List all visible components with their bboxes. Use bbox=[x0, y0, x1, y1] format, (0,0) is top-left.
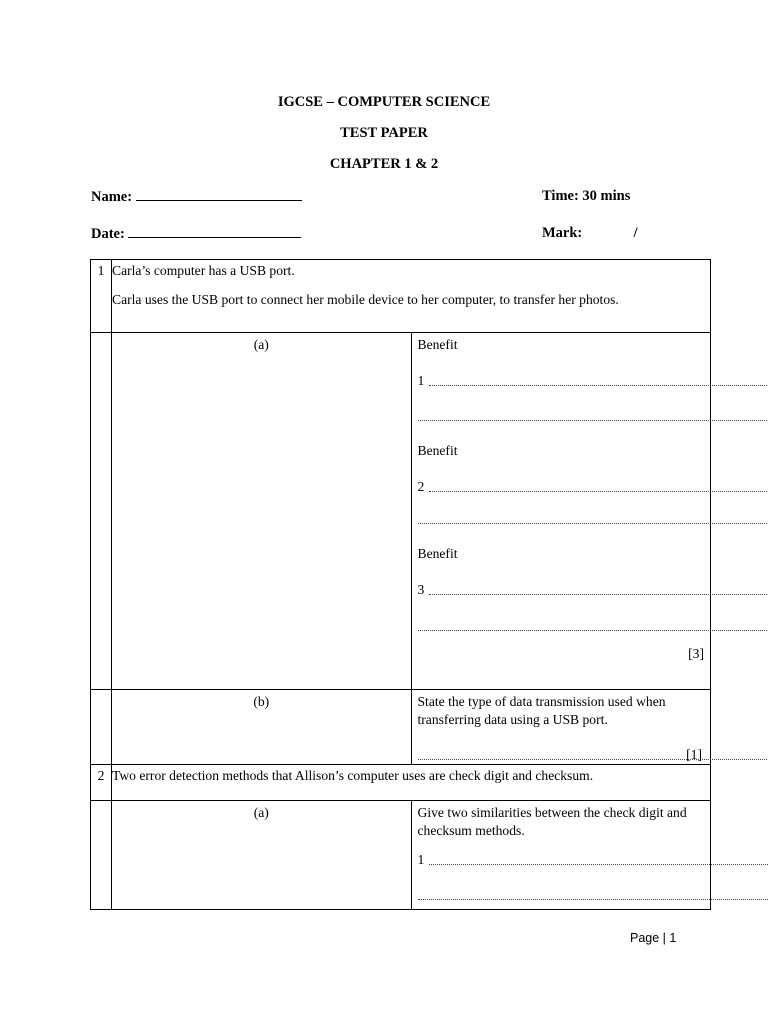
q1-line1: Carla’s computer has a USB port. bbox=[112, 263, 295, 278]
page-number: Page | 1 bbox=[630, 931, 677, 945]
benefit2-label: Benefit bbox=[417, 443, 458, 458]
time-label: Time: 30 mins bbox=[542, 188, 631, 204]
date-label: Date: bbox=[91, 226, 125, 242]
mark-field bbox=[542, 224, 638, 242]
benefit1-line1[interactable] bbox=[418, 372, 705, 390]
benefit1-number: 1 bbox=[417, 373, 425, 388]
benefit1-label: Benefit bbox=[417, 337, 458, 352]
q1b-answer-line[interactable] bbox=[418, 746, 705, 764]
benefit3-line1[interactable] bbox=[418, 581, 705, 599]
benefit3-label: Benefit bbox=[417, 546, 458, 561]
q1a-label: (a) bbox=[112, 333, 412, 690]
benefit3-line2[interactable] bbox=[418, 617, 705, 635]
q2a-number: 1 bbox=[417, 852, 425, 867]
q1b-row bbox=[91, 690, 711, 765]
q2-line1: Two error detection methods that Allison’s computer uses are check digit and checksum. bbox=[112, 765, 711, 801]
question-table bbox=[90, 259, 711, 910]
benefit2-number: 2 bbox=[417, 479, 425, 494]
q1-stem bbox=[112, 260, 711, 333]
benefit2-line1[interactable] bbox=[418, 478, 705, 496]
q2a-answer-area bbox=[411, 801, 711, 910]
paper-subtitle: TEST PAPER bbox=[340, 125, 428, 141]
name-field bbox=[91, 187, 302, 206]
name-label: Name: bbox=[91, 189, 133, 205]
date-blank[interactable] bbox=[128, 224, 301, 238]
q1b-marks: [1] bbox=[686, 747, 702, 762]
q1a-marks: [3] bbox=[688, 646, 704, 661]
q1a-answer-area bbox=[411, 333, 711, 690]
q1b-prompt: State the type of data transmission used when transferring data using a USB port. bbox=[417, 694, 666, 727]
mark-label: Mark: bbox=[542, 225, 583, 241]
q2a-line1[interactable] bbox=[418, 851, 705, 869]
mark-slash: / bbox=[633, 225, 638, 241]
q2a-line2[interactable] bbox=[418, 886, 705, 904]
q1-number: 1 bbox=[91, 260, 112, 333]
benefit3-number: 3 bbox=[417, 582, 425, 597]
q2-number: 2 bbox=[91, 765, 112, 801]
date-field bbox=[91, 224, 301, 243]
name-blank[interactable] bbox=[136, 187, 302, 201]
paper-title: IGCSE – COMPUTER SCIENCE bbox=[277, 94, 491, 110]
benefit1-line2[interactable] bbox=[418, 407, 705, 425]
q1a-row bbox=[91, 333, 711, 690]
q2-stem-row bbox=[91, 765, 711, 801]
q1b-label: (b) bbox=[112, 690, 412, 765]
q1b-answer-area bbox=[411, 690, 711, 765]
q1-stem-row bbox=[91, 260, 711, 333]
q2a-row bbox=[91, 801, 711, 910]
paper-chapter: CHAPTER 1 & 2 bbox=[329, 156, 439, 172]
benefit2-line2[interactable] bbox=[418, 510, 705, 528]
q1-line2: Carla uses the USB port to connect her mobile device to her computer, to transfer her photos. bbox=[112, 292, 619, 307]
q2a-prompt: Give two similarities between the check digit and checksum methods. bbox=[417, 805, 687, 838]
q2a-label: (a) bbox=[112, 801, 412, 910]
